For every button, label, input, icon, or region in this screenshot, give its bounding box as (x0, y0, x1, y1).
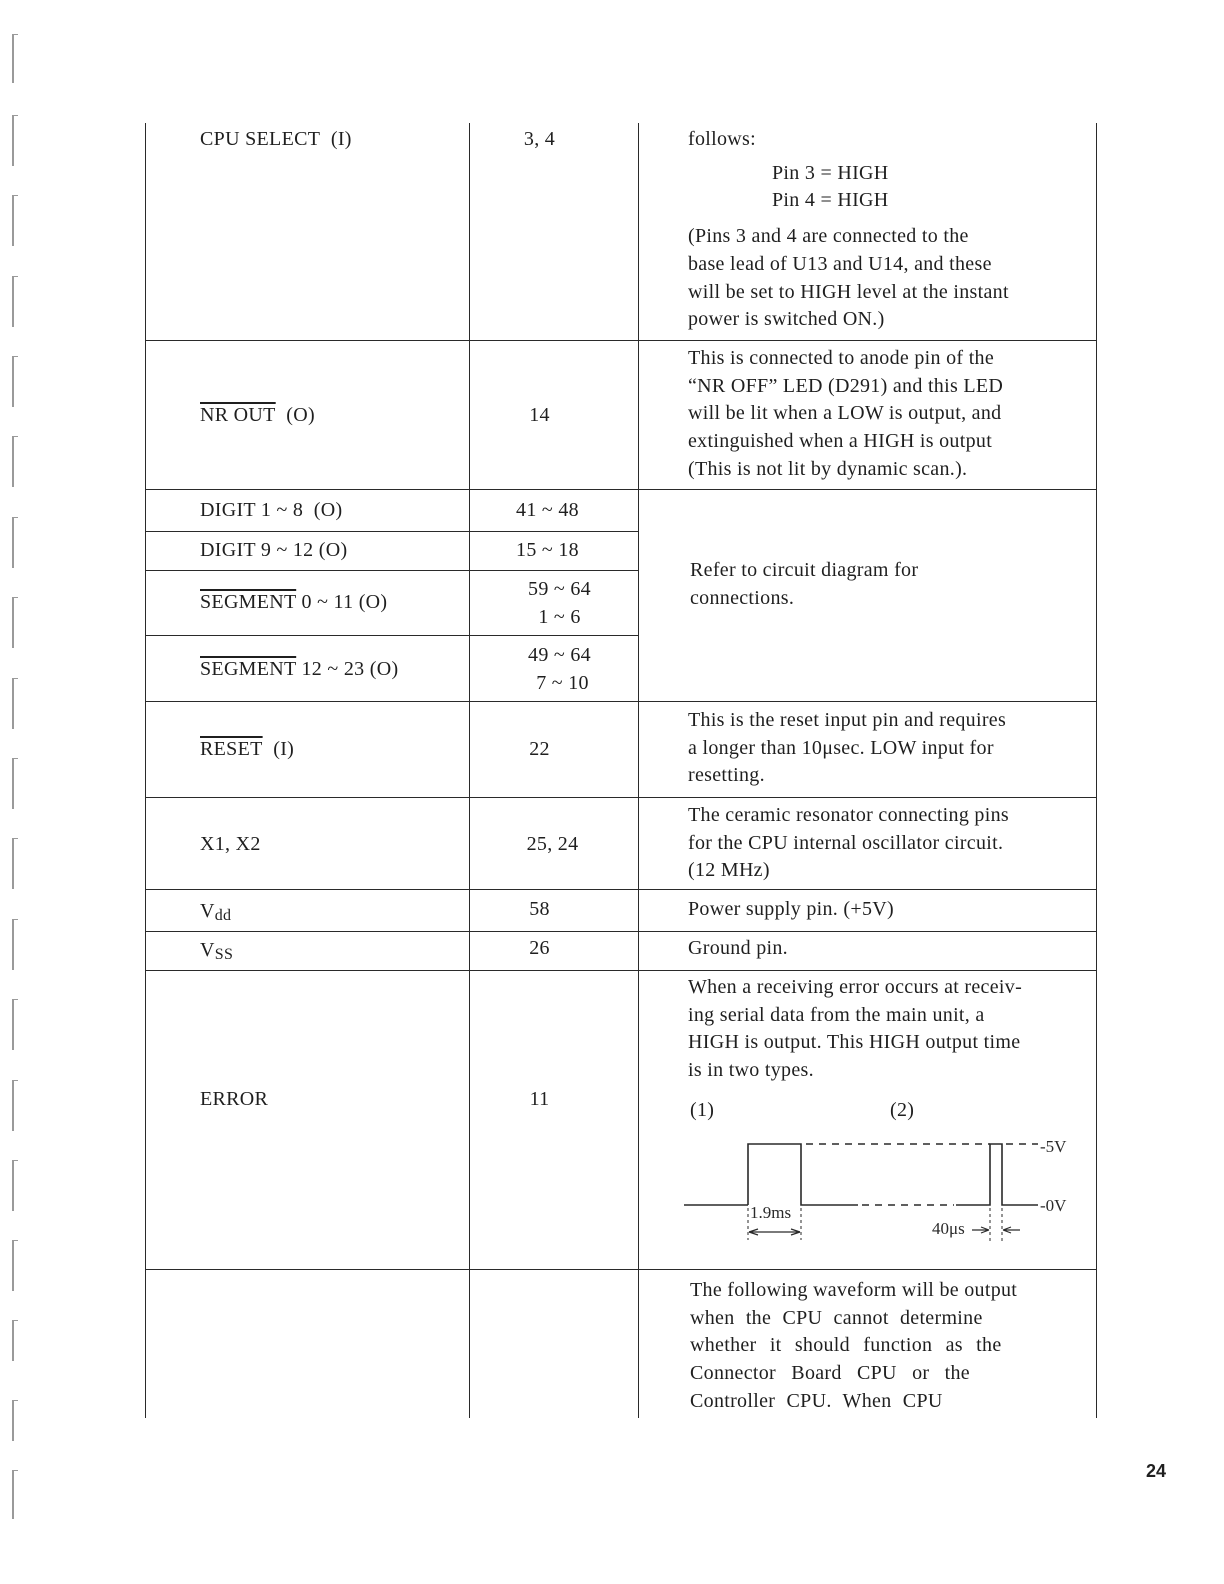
description-refer-circuit: Refer to circuit diagram for connections. (690, 559, 919, 609)
pin-number-error: 11 (529, 1088, 550, 1110)
pin-number-digit-1-8: 41 ~ 48 (516, 499, 579, 521)
row-divider (145, 931, 1097, 932)
row-divider (145, 797, 1097, 798)
row-divider (145, 701, 1097, 702)
pin-name-digit-9-12: DIGIT 9 ~ 12 (O) (200, 539, 348, 561)
pin-number-vss: 26 (529, 937, 550, 959)
pin-number-x1-x2: 25, 24 (526, 833, 579, 855)
pin-number-segment-12-23: 49 ~ 64 7 ~ 10 (528, 644, 591, 694)
row-divider (145, 340, 1097, 341)
row-divider (145, 489, 1097, 490)
pin-number-reset: 22 (529, 738, 550, 760)
waveform-label-2: (2) (890, 1099, 915, 1121)
pulse-2-width-label: 40μs (932, 1219, 965, 1238)
pin-name-vss: VSS (200, 939, 234, 963)
table-border-right (1096, 123, 1097, 1418)
table-divider-pin-desc (638, 123, 639, 1418)
pin-name-reset: RESET (I) (200, 738, 295, 760)
table-divider-name-pin (469, 123, 470, 1418)
pin-number-nr-out: 14 (529, 404, 550, 426)
row-divider (145, 635, 639, 636)
description-x1-x2: The ceramic resonator connecting pins for the CPU internal oscillator circuit. (12 MHz) (688, 804, 1009, 882)
pulse-2-width-arrow-left (972, 1227, 989, 1233)
pin-name-segment-12-23: SEGMENT 12 ~ 23 (O) (200, 658, 399, 680)
description-nr-out: This is connected to anode pin of the “NR OFF” LED (D291) and this LED will be lit when a LOW is output, and extinguished when a HIGH is output (This is not lit by dynamic scan.). (688, 347, 1004, 480)
pin-name-segment-0-11: SEGMENT 0 ~ 11 (O) (200, 591, 388, 613)
pin-number-vdd: 58 (529, 898, 550, 920)
pin-number-cpu-select: 3, 4 (523, 128, 556, 150)
page-number: 24 (1145, 1461, 1166, 1481)
pin-name-vdd: Vdd (200, 900, 232, 924)
waveform-pulse-2 (956, 1144, 1038, 1205)
waveform-pulse-1 (748, 1144, 858, 1205)
description-cpu-select: follows: Pin 3 = HIGH Pin 4 = HIGH (Pins 3 and 4 are connected to the base lead of U13 and U14, and these will be set to HIGH level at the instant power is switched ON.) (688, 128, 1009, 331)
row-divider (145, 570, 639, 571)
waveform-label-1: (1) (690, 1099, 715, 1121)
description-reset: This is the reset input pin and requires a longer than 10μsec. LOW input for resetting. (688, 709, 1007, 787)
row-divider (145, 1269, 1097, 1270)
error-waveform-diagram (676, 1130, 1086, 1260)
table-border-left (145, 123, 146, 1418)
description-vdd: Power supply pin. (+5V) (688, 898, 894, 920)
row-divider (145, 970, 1097, 971)
pin-name-x1-x2: X1, X2 (200, 833, 261, 855)
pin-name-cpu-select: CPU SELECT (I) (200, 128, 352, 150)
pulse-2-width-arrow-right (1003, 1227, 1020, 1233)
description-error: When a receiving error occurs at receiv- ing serial data from the main unit, a HIGH is output. This HIGH output time is in two types. (688, 976, 1023, 1082)
pin-name-nr-out: NR OUT (O) (200, 404, 315, 426)
waveform-high-label: -5V (1040, 1137, 1067, 1156)
pin-name-digit-1-8: DIGIT 1 ~ 8 (O) (200, 499, 343, 521)
pin-number-digit-9-12: 15 ~ 18 (516, 539, 579, 561)
pulse-1-width-label: 1.9ms (750, 1203, 792, 1222)
pin-name-error: ERROR (200, 1088, 269, 1110)
row-divider (145, 889, 1097, 890)
description-vss: Ground pin. (688, 937, 788, 959)
waveform-low-label: -0V (1040, 1196, 1067, 1215)
row-divider (145, 531, 639, 532)
description-undetermined-cpu: The following waveform will be output when the CPU cannot determine whether it should function as the Connector Board CPU or the Controller CPU. When CPU (690, 1279, 1018, 1412)
pin-number-segment-0-11: 59 ~ 64 1 ~ 6 (528, 578, 591, 628)
